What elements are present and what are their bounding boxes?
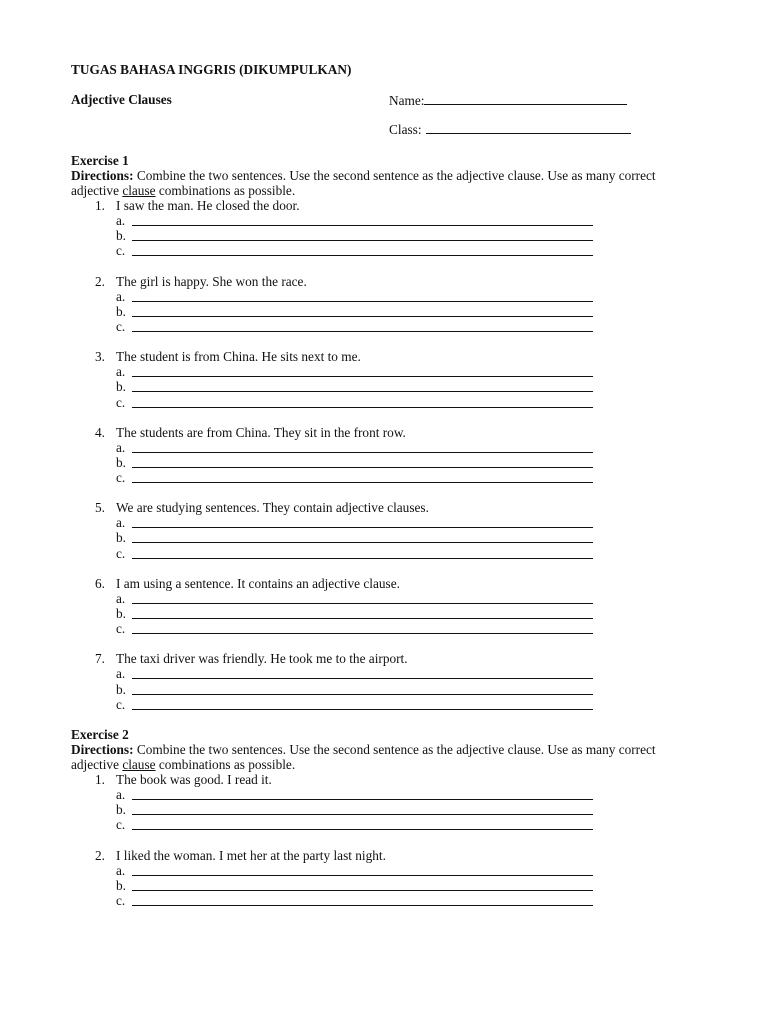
answer-row xyxy=(71,893,671,908)
item-prompt xyxy=(71,576,671,591)
answer-letter: b. xyxy=(116,530,126,546)
item-number: 2. xyxy=(95,273,105,289)
item-spacer xyxy=(71,410,671,425)
item-spacer xyxy=(71,259,671,274)
item-prompt xyxy=(71,349,671,364)
answer-row xyxy=(71,530,671,545)
item-sentences: The student is from China. He sits next to me. xyxy=(116,349,361,365)
answer-blank-line[interactable] xyxy=(132,875,593,876)
item-number: 1. xyxy=(95,772,105,787)
answer-blank-line[interactable] xyxy=(132,452,593,453)
exercise-item xyxy=(71,349,671,425)
answer-row xyxy=(71,606,671,621)
answer-blank-line[interactable] xyxy=(132,225,593,226)
item-sentences: The girl is happy. She won the race. xyxy=(116,273,307,289)
answer-letter: a. xyxy=(116,213,126,228)
answer-blank-line[interactable] xyxy=(132,301,593,302)
answer-row xyxy=(71,470,671,485)
answer-letter: a. xyxy=(116,364,126,380)
exercise-directions xyxy=(71,742,671,772)
answer-row xyxy=(71,319,671,334)
answer-row xyxy=(71,697,671,712)
directions-text: Combine the two sentences. Use the second sentence as the adjective clause. Use as many correct adjective xyxy=(71,742,656,772)
exercise-item xyxy=(71,848,671,909)
exercise-directions xyxy=(71,168,671,198)
item-sentences: We are studying sentences. They contain adjective clauses. xyxy=(116,500,429,516)
answer-blank-line[interactable] xyxy=(132,331,593,332)
answer-row xyxy=(71,666,671,681)
answer-blank-line[interactable] xyxy=(132,467,593,468)
answer-letter: a. xyxy=(116,515,126,531)
answer-blank-line[interactable] xyxy=(132,618,593,619)
answer-blank-line[interactable] xyxy=(132,603,593,604)
answer-row xyxy=(71,289,671,304)
item-spacer xyxy=(71,561,671,576)
item-prompt xyxy=(71,425,671,440)
answer-blank-line[interactable] xyxy=(132,542,593,543)
answer-row xyxy=(71,546,671,561)
item-sentences: I liked the woman. I met her at the party last night. xyxy=(116,847,386,863)
answer-blank-line[interactable] xyxy=(132,376,593,377)
name-label: Name: xyxy=(389,93,425,108)
item-number: 1. xyxy=(95,198,105,213)
item-prompt xyxy=(71,848,671,863)
item-prompt xyxy=(71,772,671,787)
answer-letter: c. xyxy=(116,394,126,410)
exercise-items xyxy=(71,198,671,712)
answer-row xyxy=(71,817,671,832)
answer-row xyxy=(71,591,671,606)
answer-row xyxy=(71,228,671,243)
answer-letter: a. xyxy=(116,666,126,682)
class-blank-line[interactable] xyxy=(426,121,631,134)
answer-row xyxy=(71,395,671,410)
exercise-item xyxy=(71,576,671,652)
answer-letter: b. xyxy=(116,228,126,244)
answer-letter: c. xyxy=(116,621,126,637)
answer-letter: a. xyxy=(116,787,126,802)
answer-row xyxy=(71,455,671,470)
answer-row xyxy=(71,878,671,893)
answer-blank-line[interactable] xyxy=(132,890,593,891)
item-number: 3. xyxy=(95,349,105,365)
item-spacer xyxy=(71,833,671,848)
item-sentences: I saw the man. He closed the door. xyxy=(116,198,300,213)
answer-letter: b. xyxy=(116,454,126,470)
answer-blank-line[interactable] xyxy=(132,391,593,392)
item-sentences: I am using a sentence. It contains an adjective clause. xyxy=(116,575,400,591)
item-sentences: The book was good. I read it. xyxy=(116,772,272,787)
answer-row xyxy=(71,802,671,817)
class-field xyxy=(389,121,631,137)
answer-blank-line[interactable] xyxy=(132,694,593,695)
answer-row xyxy=(71,621,671,636)
item-prompt xyxy=(71,198,671,213)
answer-row xyxy=(71,863,671,878)
answer-letter: b. xyxy=(116,802,126,818)
answer-blank-line[interactable] xyxy=(132,799,593,800)
answer-row xyxy=(71,304,671,319)
answer-letter: c. xyxy=(116,696,126,712)
answer-blank-line[interactable] xyxy=(132,482,593,483)
exercise-items xyxy=(71,772,671,908)
item-sentences: The students are from China. They sit in the front row. xyxy=(116,424,406,440)
answer-letter: c. xyxy=(116,243,126,259)
name-blank-line[interactable] xyxy=(424,92,627,105)
directions-underlined-word: clause xyxy=(122,757,156,772)
answer-row xyxy=(71,364,671,379)
item-prompt xyxy=(71,651,671,666)
directions-underlined-word: clause xyxy=(122,183,156,198)
answer-letter: a. xyxy=(116,590,126,606)
answer-row xyxy=(71,440,671,455)
name-field xyxy=(389,92,627,108)
directions-text: Combine the two sentences. Use the second sentence as the adjective clause. Use as many correct adjective xyxy=(71,168,656,198)
item-number: 5. xyxy=(95,500,105,516)
answer-letter: c. xyxy=(116,545,126,561)
answer-letter: c. xyxy=(116,470,126,486)
exercise-heading: Exercise 1 xyxy=(71,153,129,168)
item-spacer xyxy=(71,334,671,349)
answer-letter: b. xyxy=(116,606,126,621)
answer-blank-line[interactable] xyxy=(132,678,593,679)
answer-letter: b. xyxy=(116,303,126,319)
answer-letter: b. xyxy=(116,877,126,893)
item-spacer xyxy=(71,636,671,651)
answer-blank-line[interactable] xyxy=(132,407,593,408)
item-number: 2. xyxy=(95,847,105,863)
answer-row xyxy=(71,243,671,258)
answer-row xyxy=(71,515,671,530)
answer-blank-line[interactable] xyxy=(132,633,593,634)
item-spacer xyxy=(71,485,671,500)
directions-text-end: combinations as possible. xyxy=(155,757,296,772)
answer-letter: c. xyxy=(116,892,126,908)
answer-blank-line[interactable] xyxy=(132,814,593,815)
answer-blank-line[interactable] xyxy=(132,527,593,528)
answer-row xyxy=(71,213,671,228)
exercise-heading: Exercise 2 xyxy=(71,727,129,742)
item-prompt xyxy=(71,500,671,515)
answer-blank-line[interactable] xyxy=(132,255,593,256)
answer-blank-line[interactable] xyxy=(132,829,593,830)
answer-row xyxy=(71,787,671,802)
exercise-item xyxy=(71,772,671,848)
item-number: 7. xyxy=(95,651,105,667)
item-sentences: The taxi driver was friendly. He took me to the airport. xyxy=(116,651,408,667)
answer-letter: b. xyxy=(116,379,126,395)
exercise-item xyxy=(71,425,671,501)
answer-row xyxy=(71,682,671,697)
exercise-1 xyxy=(71,153,671,712)
directions-label: Directions: xyxy=(71,742,134,757)
answer-letter: c. xyxy=(116,817,126,833)
item-number: 6. xyxy=(95,575,105,591)
exercise-item xyxy=(71,500,671,576)
directions-label: Directions: xyxy=(71,168,134,183)
exercise-item xyxy=(71,198,671,274)
item-number: 4. xyxy=(95,424,105,440)
exercise-2 xyxy=(71,727,671,908)
answer-letter: a. xyxy=(116,439,126,455)
answer-blank-line[interactable] xyxy=(132,905,593,906)
answer-letter: c. xyxy=(116,318,126,334)
answer-blank-line[interactable] xyxy=(132,709,593,710)
answer-blank-line[interactable] xyxy=(132,240,593,241)
directions-text-end: combinations as possible. xyxy=(155,183,296,198)
answer-blank-line[interactable] xyxy=(132,316,593,317)
answer-row xyxy=(71,379,671,394)
answer-letter: a. xyxy=(116,288,126,304)
worksheet-subtitle: Adjective Clauses xyxy=(71,92,172,107)
item-prompt xyxy=(71,274,671,289)
answer-letter: a. xyxy=(116,862,126,878)
answer-blank-line[interactable] xyxy=(132,558,593,559)
answer-letter: b. xyxy=(116,681,126,697)
class-label: Class: xyxy=(389,122,422,137)
exercise-item xyxy=(71,651,671,712)
exercise-item xyxy=(71,274,671,350)
worksheet-title: TUGAS BAHASA INGGRIS (DIKUMPULKAN) xyxy=(71,62,352,77)
